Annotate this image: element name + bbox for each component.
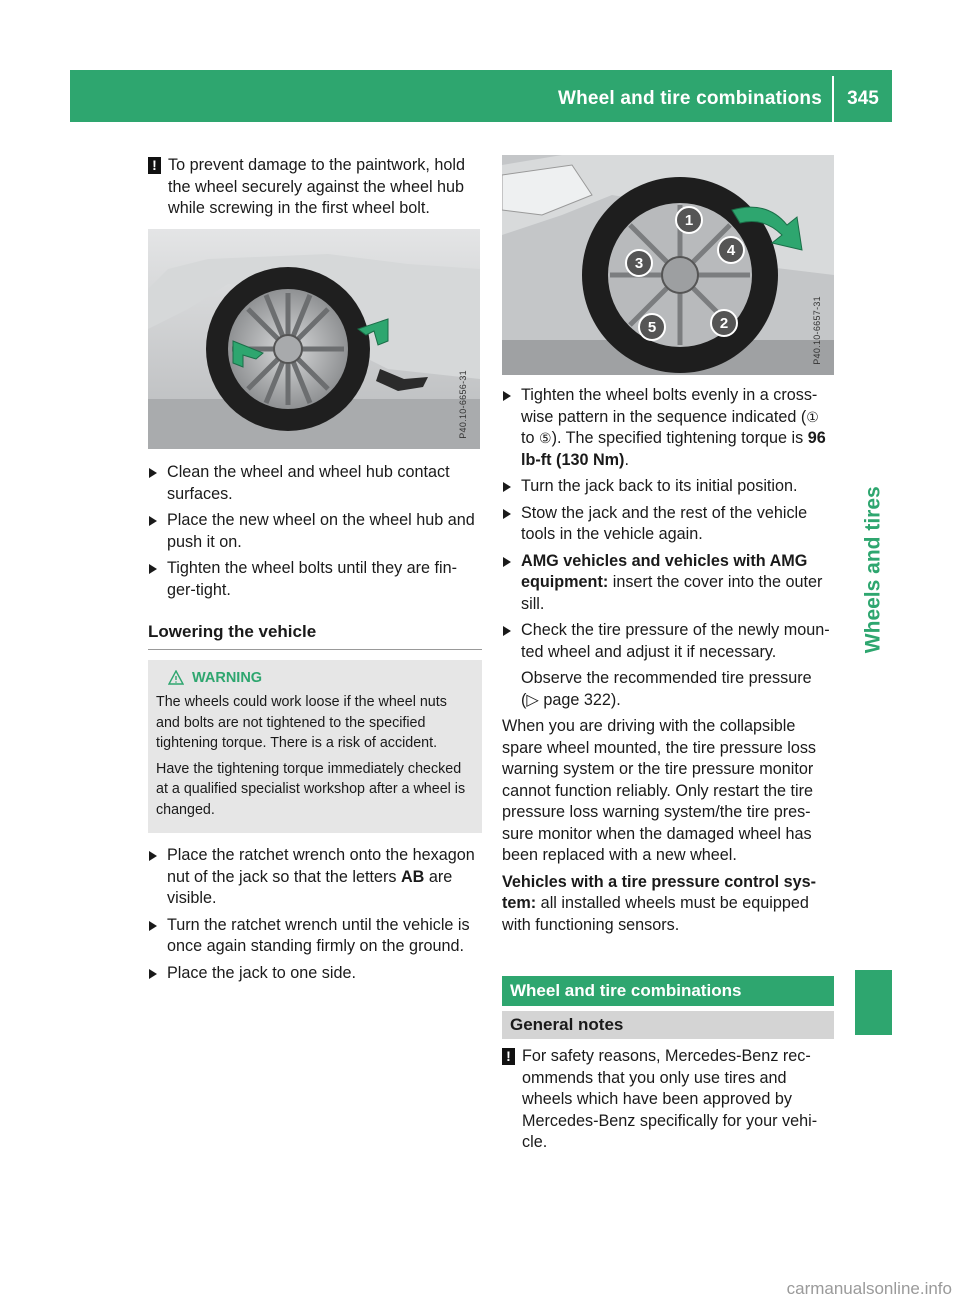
step-arrow-icon — [149, 969, 157, 979]
step-arrow-icon — [149, 921, 157, 931]
step-arrow-icon — [503, 391, 511, 401]
bolt-label-4: 4 — [726, 242, 736, 259]
collapsible-paragraph: When you are driving with the collapsible spare wheel mounted, the tire pressure loss warning system or the tire pressure monitor cannot function reliably. Only restart the tire pressure loss warning system/the tire pres-sure monitor when the damaged wheel has been replaced with a new wheel. — [502, 717, 817, 864]
page-number: 345 — [847, 88, 879, 109]
step-item: Tighten the wheel bolts until they are fin-ger-tight. — [148, 558, 482, 601]
bolt-sequence-photo — [502, 155, 834, 375]
step-item: Place the jack to one side. — [148, 963, 482, 985]
wheel-mounting-photo — [148, 229, 480, 449]
step-arrow-icon — [149, 564, 157, 574]
step-item: Place the ratchet wrench onto the hexagon nut of the jack so that the letters AB are visible. — [148, 845, 482, 910]
section-heading-green: Wheel and tire combinations — [502, 976, 834, 1006]
subsection-heading: General notes — [502, 1011, 834, 1039]
exclamation-icon: ! — [148, 157, 161, 174]
step-item: Place the new wheel on the wheel hub and push it on. — [148, 510, 482, 553]
bolt-label-5: 5 — [647, 319, 657, 336]
safety-notice — [502, 1046, 834, 1168]
step-item: Turn the jack back to its initial position. — [502, 476, 834, 498]
step-item: Stow the jack and the rest of the vehicle tools in the vehicle again. — [502, 503, 834, 546]
safety-notice-text: For safety reasons, Mercedes-Benz rec-ommends that you only use tires and wheels which have been approved by Mercedes-Benz specifically for your vehi-cle. — [522, 1047, 818, 1151]
step-item: Clean the wheel and wheel hub contact surfaces. — [148, 462, 482, 505]
section-heading: Lowering the vehicle — [148, 621, 482, 650]
paint-notice — [148, 155, 482, 220]
step-arrow-icon — [503, 557, 511, 567]
observe-note: Observe the recommended tire pressure (▷ page 322). — [521, 669, 812, 709]
page-title: Wheel and tire combinations — [557, 88, 822, 109]
photo-code: P40.10-6656-31 — [457, 370, 468, 439]
sensors-paragraph: Vehicles with a tire pressure control sys-tem: all installed wheels must be equipped with functioning sensors. — [502, 872, 816, 934]
page-ref-link[interactable]: page 322). — [538, 690, 621, 709]
step-arrow-icon — [503, 482, 511, 492]
step-item: Turn the ratchet wrench until the vehicle is once again standing firmly on the ground. — [148, 915, 482, 958]
header-divider — [832, 76, 834, 122]
left-column-lower — [148, 462, 482, 989]
step-arrow-icon — [503, 626, 511, 636]
step-arrow-icon — [503, 509, 511, 519]
warning-box — [148, 660, 482, 834]
step-arrow-icon — [149, 516, 157, 526]
bolt-label-1: 1 — [684, 212, 694, 229]
exclamation-icon: ! — [502, 1048, 515, 1065]
warning-text: The wheels could work loose if the wheel nuts and bolts are not tightened to the specified tightening torque. There is a risk of accident. — [156, 694, 447, 751]
step-arrow-icon — [149, 468, 157, 478]
bolt-label-3: 3 — [634, 255, 644, 272]
chapter-side-tab — [855, 480, 892, 660]
watermark: carmanualsonline.info — [786, 1279, 952, 1298]
bolt-sequence-illustration — [502, 155, 834, 375]
warning-title: WARNING — [156, 668, 474, 689]
left-column — [148, 155, 482, 234]
chapter-label: Wheels and tires — [861, 486, 885, 654]
step-arrow-icon — [149, 851, 157, 861]
step-item: AMG vehicles and vehicles with AMG equipment: insert the cover into the outer sill. — [502, 551, 834, 616]
bolt-label-2: 2 — [719, 315, 729, 332]
right-column — [502, 385, 834, 941]
step-item: Check the tire pressure of the newly moun-ted wheel and adjust it if necessary. — [502, 620, 834, 663]
photo-code: P40.10-6657-31 — [811, 296, 822, 365]
wheel-mounting-illustration — [148, 229, 480, 449]
thumb-index-marker — [855, 970, 892, 1035]
page-ref-icon: ▷ — [526, 690, 539, 709]
warning-triangle-icon — [168, 670, 184, 686]
paint-notice-text: To prevent damage to the paintwork, hold the wheel securely against the wheel hub while screwing in the first wheel bolt. — [168, 156, 465, 217]
step-item: Tighten the wheel bolts evenly in a cross-wise pattern in the sequence indicated (① to ⑤). The specified tightening torque is 96 lb-ft (130 Nm). — [502, 385, 834, 471]
warning-text: Have the tightening torque immediately checked at a qualified specialist workshop after a wheel is changed. — [156, 760, 466, 818]
